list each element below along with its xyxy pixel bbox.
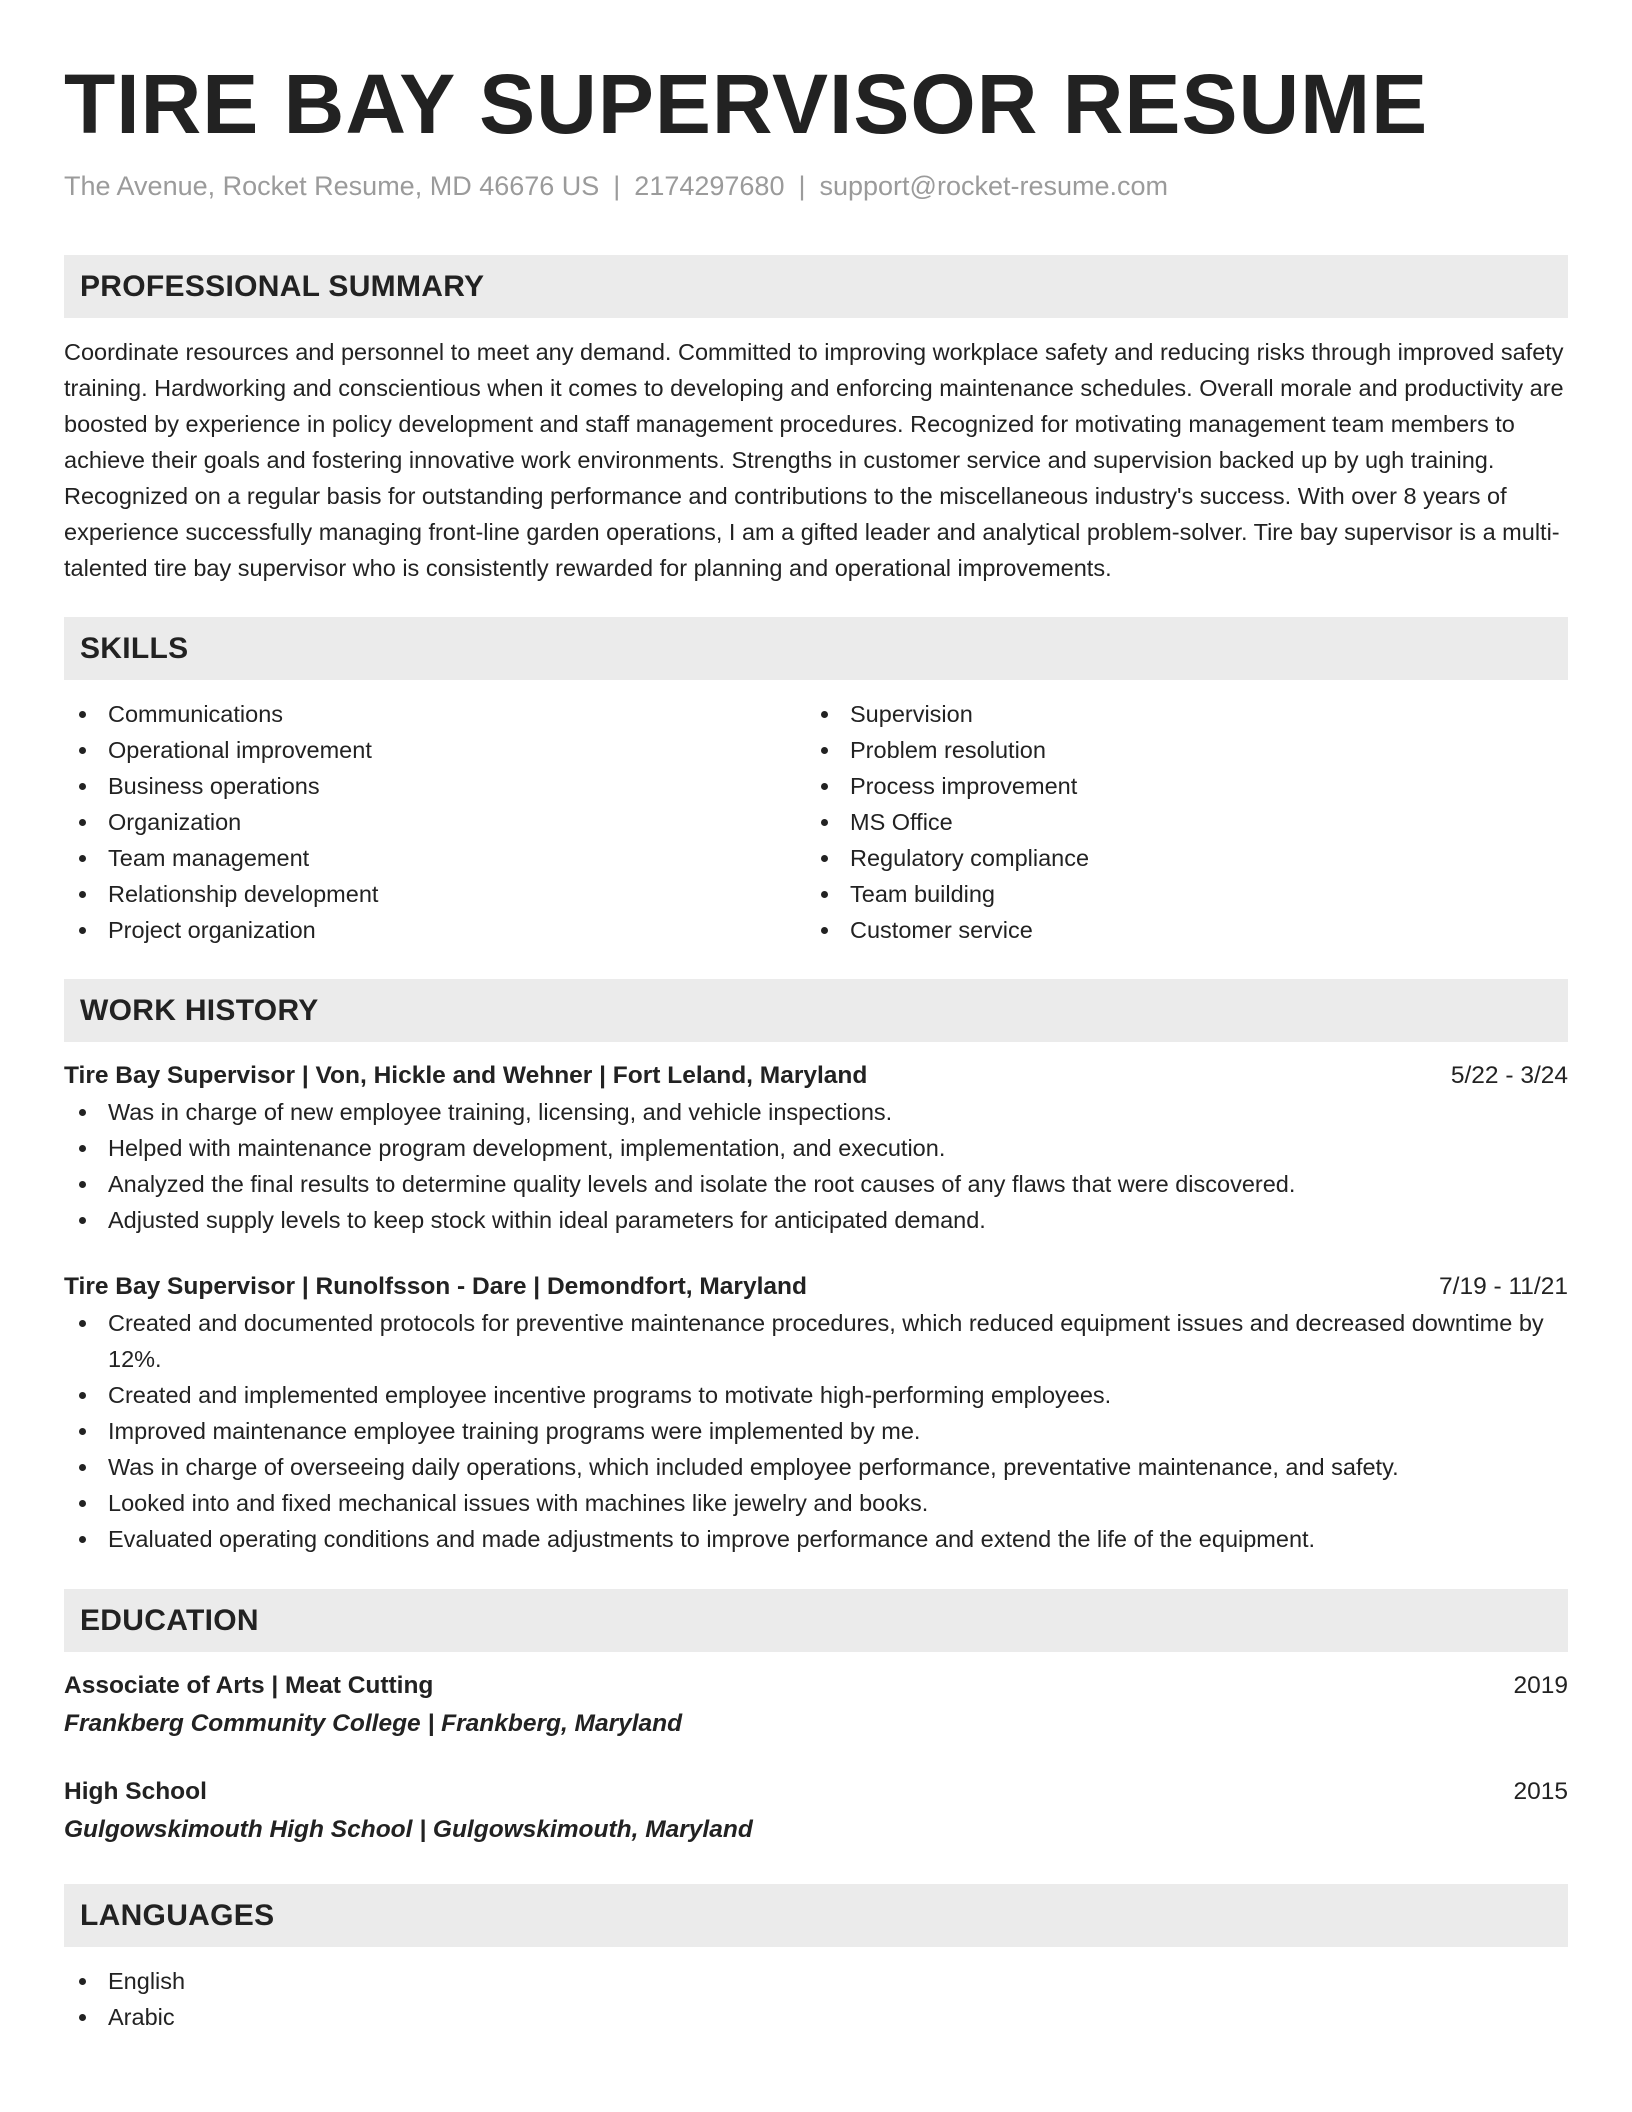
job-entry	[64, 1269, 1568, 1557]
job-bullet: Was in charge of overseeing daily operations, which included employee performance, preventative maintenance, and safety.	[64, 1449, 1568, 1485]
skill-item: Supervision	[806, 696, 1548, 732]
job-bullet: Analyzed the final results to determine quality levels and isolate the root causes of any flaws that were discovered.	[64, 1166, 1568, 1202]
education-school: Frankberg Community College | Frankberg, Maryland	[64, 1710, 683, 1737]
skill-item: Project organization	[64, 912, 806, 948]
contact-address: The Avenue, Rocket Resume, MD 46676 US	[64, 171, 600, 201]
education-degree: Associate of Arts | Meat Cutting	[64, 1672, 434, 1699]
job-title: Tire Bay Supervisor | Von, Hickle and Wehner | Fort Leland, Maryland	[64, 1062, 868, 1089]
contact-separator: |	[798, 171, 806, 201]
skill-item: Team management	[64, 840, 806, 876]
contact-email: support@rocket-resume.com	[819, 171, 1169, 201]
language-item: Arabic	[64, 1999, 1568, 2035]
education-school: Gulgowskimouth High School | Gulgowskimouth, Maryland	[64, 1816, 753, 1843]
summary-text: Coordinate resources and personnel to meet any demand. Committed to improving workplace safety and reducing risks through improved safety training. Hardworking and conscientious when it comes to developing and enforcing maintenance schedules. Overall morale and productivity are boosted by experience in policy development and staff management procedures. Recognized for motivating management team members to achieve their goals and fostering innovative work environments. Strengths in customer service and supervision backed up by ugh training. Recognized on a regular basis for outstanding performance and contributions to the miscellaneous industry's success. With over 8 years of experience successfully managing front-line garden operations, I am a gifted leader and analytical problem-solver. Tire bay supervisor is a multi-talented tire bay supervisor who is consistently rewarded for planning and operational improvements.	[64, 339, 1564, 581]
skill-item: Process improvement	[806, 768, 1548, 804]
skill-item: Organization	[64, 804, 806, 840]
job-dates: 5/22 - 3/24	[1450, 1062, 1568, 1089]
skills-grid	[64, 696, 1568, 948]
job-bullet: Looked into and fixed mechanical issues with machines like jewelry and books.	[64, 1485, 1568, 1521]
skill-item: Operational improvement	[64, 732, 806, 768]
job-bullet: Helped with maintenance program development, implementation, and execution.	[64, 1130, 1568, 1166]
job-entry	[64, 1058, 1568, 1238]
section-heading-languages: LANGUAGES	[64, 1884, 1568, 1947]
section-heading-work: WORK HISTORY	[64, 979, 1568, 1042]
job-bullet: Improved maintenance employee training programs were implemented by me.	[64, 1413, 1568, 1449]
job-bullets	[64, 1094, 1568, 1238]
section-heading-summary: PROFESSIONAL SUMMARY	[64, 255, 1568, 318]
contact-phone: 2174297680	[634, 171, 785, 201]
resume-title: TIRE BAY SUPERVISOR RESUME	[64, 57, 1429, 151]
languages-list	[64, 1963, 1568, 2035]
skill-item: Team building	[806, 876, 1548, 912]
skill-item: Relationship development	[64, 876, 806, 912]
skills-column-left	[64, 696, 806, 948]
skill-item: MS Office	[806, 804, 1548, 840]
skill-item: Regulatory compliance	[806, 840, 1548, 876]
job-bullet: Evaluated operating conditions and made adjustments to improve performance and extend the life of the equipment.	[64, 1521, 1568, 1557]
education-degree: High School	[64, 1778, 207, 1805]
skills-list-right	[806, 696, 1548, 948]
job-bullet: Adjusted supply levels to keep stock within ideal parameters for anticipated demand.	[64, 1202, 1568, 1238]
job-bullet: Created and implemented employee incentive programs to motivate high-performing employees.	[64, 1377, 1568, 1413]
job-bullet: Was in charge of new employee training, licensing, and vehicle inspections.	[64, 1094, 1568, 1130]
education-year: 2015	[1513, 1778, 1568, 1805]
job-title: Tire Bay Supervisor | Runolfsson - Dare | Demondfort, Maryland	[64, 1273, 807, 1300]
skills-list-left	[64, 696, 806, 948]
education-year: 2019	[1513, 1672, 1568, 1699]
education-entry	[64, 1774, 1568, 1848]
education-header	[64, 1774, 1568, 1810]
resume-content	[64, 56, 1568, 2035]
job-bullet: Created and documented protocols for preventive maintenance procedures, which reduced equipment issues and decreased downtime by 12%.	[64, 1305, 1568, 1377]
language-item: English	[64, 1963, 1568, 1999]
contact-separator: |	[613, 171, 621, 201]
skill-item: Business operations	[64, 768, 806, 804]
job-dates: 7/19 - 11/21	[1439, 1273, 1568, 1300]
skills-column-right	[806, 696, 1548, 948]
skill-item: Communications	[64, 696, 806, 732]
skill-item: Customer service	[806, 912, 1548, 948]
section-heading-skills: SKILLS	[64, 617, 1568, 680]
contact-line	[64, 168, 1568, 204]
skill-item: Problem resolution	[806, 732, 1548, 768]
job-bullets	[64, 1305, 1568, 1557]
section-heading-education: EDUCATION	[64, 1589, 1568, 1652]
job-header	[64, 1058, 1568, 1094]
job-header	[64, 1269, 1568, 1305]
education-header	[64, 1668, 1568, 1704]
education-entry	[64, 1668, 1568, 1742]
